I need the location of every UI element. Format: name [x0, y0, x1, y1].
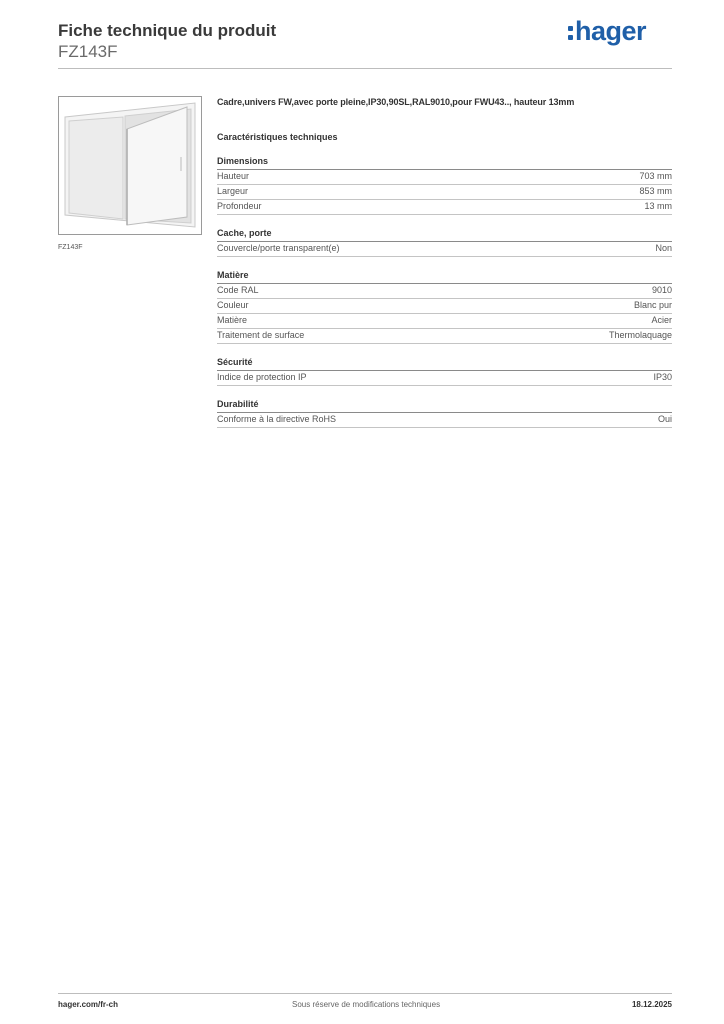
spec-value: Blanc pur	[633, 300, 672, 310]
footer-date: 18.12.2025	[631, 1000, 672, 1009]
spec-row	[217, 299, 672, 314]
spec-label: Profondeur	[217, 201, 262, 211]
section-title: Cache, porte	[217, 227, 672, 242]
logo-dots-icon	[568, 26, 574, 44]
spec-section-safety	[217, 356, 672, 386]
page-footer	[58, 993, 672, 1014]
spec-label: Conforme à la directive RoHS	[217, 414, 337, 424]
spec-label: Code RAL	[217, 285, 259, 295]
footer-divider	[58, 993, 672, 994]
spec-label: Hauteur	[217, 171, 250, 181]
product-image-caption: FZ143F	[58, 244, 83, 251]
spec-label: Couleur	[217, 300, 249, 310]
spec-label: Largeur	[217, 186, 249, 196]
product-image	[58, 96, 202, 235]
door-frame-product-image	[59, 97, 201, 234]
spec-label: Traitement de surface	[217, 330, 305, 340]
hager-logo	[568, 14, 658, 48]
spec-row	[217, 170, 672, 185]
spec-value: Acier	[651, 315, 672, 325]
spec-section-cover-door	[217, 227, 672, 257]
spec-value: IP30	[653, 372, 672, 382]
spec-label: Indice de protection IP	[217, 372, 307, 382]
section-title: Dimensions	[217, 155, 672, 170]
product-reference: FZ143F	[58, 42, 118, 61]
spec-row	[217, 329, 672, 344]
product-description: Cadre,univers FW,avec porte pleine,IP30,90SL,RAL9010,pour FWU43.., hauteur 13mm	[217, 97, 575, 107]
spec-section-material	[217, 269, 672, 344]
spec-value: 13 mm	[644, 201, 672, 211]
spec-value: Thermolaquage	[608, 330, 672, 340]
spec-row	[217, 371, 672, 386]
page-header	[58, 20, 276, 62]
characteristics-heading: Caractéristiques techniques	[217, 132, 338, 142]
spec-label: Couvercle/porte transparent(e)	[217, 243, 340, 253]
spec-row	[217, 185, 672, 200]
spec-value: 9010	[651, 285, 672, 295]
footer-disclaimer: Sous réserve de modifications techniques	[292, 1000, 441, 1009]
spec-value: 853 mm	[639, 186, 672, 196]
spec-section-dimensions	[217, 155, 672, 215]
spec-row	[217, 413, 672, 428]
spec-value: Oui	[657, 414, 672, 424]
spec-label: Matière	[217, 315, 248, 325]
spec-content	[217, 96, 672, 428]
logo-text: hager	[575, 16, 647, 46]
section-title: Matière	[217, 269, 672, 284]
header-divider	[58, 68, 672, 69]
footer-website: hager.com/fr-ch	[58, 1000, 119, 1009]
spec-row	[217, 242, 672, 257]
spec-value: Non	[655, 243, 672, 253]
spec-row	[217, 284, 672, 299]
spec-value: 703 mm	[639, 171, 672, 181]
section-title: Sécurité	[217, 356, 672, 371]
page-title: Fiche technique du produit	[58, 21, 277, 40]
spec-row	[217, 314, 672, 329]
spec-section-durability	[217, 398, 672, 428]
spec-row	[217, 200, 672, 215]
section-title: Durabilité	[217, 398, 672, 413]
